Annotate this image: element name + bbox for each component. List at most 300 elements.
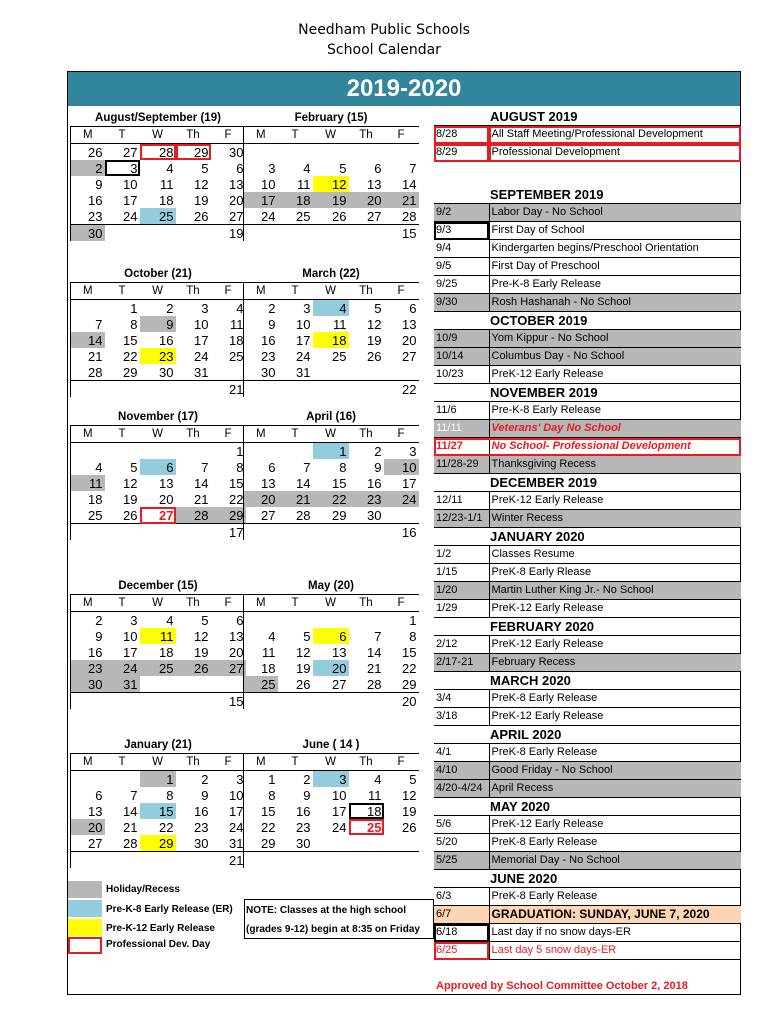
day-cell (313, 364, 349, 381)
month-grid (70, 110, 246, 241)
weekday-header: T (105, 595, 140, 612)
day-cell: 12 (296, 644, 311, 660)
event-row (434, 600, 741, 618)
month-title: February (15) (244, 110, 419, 127)
day-cell (105, 771, 140, 788)
day-cell (211, 364, 246, 381)
event-row (434, 222, 741, 240)
day-cell: 27 (211, 660, 246, 676)
day-cell: 21 (71, 348, 105, 364)
event-text: Memorial Day - No School (489, 852, 741, 870)
weekday-header: M (244, 595, 278, 612)
spacer (434, 162, 741, 187)
event-date: 8/28 (434, 126, 489, 144)
event-month-header: APRIL 2020 (434, 726, 741, 744)
day-cell (244, 693, 278, 710)
day-cell: 14 (123, 803, 138, 819)
day-cell: 13 (229, 628, 244, 644)
day-cell: 10 (123, 176, 138, 192)
event-text: February Recess (489, 654, 741, 672)
day-cell: 4 (166, 160, 174, 176)
day-cell: 28 (176, 507, 211, 524)
day-cell: 15 (211, 693, 246, 710)
weekday-header: Th (349, 426, 384, 443)
event-text: All Staff Meeting/Professional Development (489, 126, 741, 144)
day-cell: 26 (296, 676, 311, 692)
day-cell (244, 225, 278, 242)
month-grid (243, 409, 419, 540)
day-cell: 3 (313, 771, 349, 788)
day-cell: 8 (244, 787, 278, 803)
day-cell: 19 (296, 660, 311, 676)
day-cell (176, 443, 211, 460)
day-cell: 24 (105, 660, 140, 676)
day-cell: 31 (105, 676, 140, 693)
event-text: PreK-12 Early Release (489, 600, 741, 618)
day-cell: 29 (176, 144, 211, 161)
day-cell: 25 (349, 819, 384, 835)
day-cell: 12 (194, 176, 209, 192)
day-cell: 9 (244, 316, 278, 332)
month-grid (70, 266, 246, 397)
day-cell: 13 (229, 176, 244, 192)
day-cell: 15 (229, 475, 244, 491)
day-cell: 24 (332, 819, 347, 835)
event-date: 6/3 (434, 888, 489, 906)
day-cell: 22 (159, 819, 174, 835)
day-cell: 18 (278, 192, 313, 208)
day-cell: 9 (374, 459, 382, 475)
day-cell: 24 (229, 819, 244, 835)
day-cell (313, 144, 349, 161)
day-cell: 11 (368, 787, 382, 803)
day-cell: 4 (244, 628, 278, 644)
holiday-swatch (68, 881, 102, 898)
day-cell (71, 381, 105, 398)
day-cell: 12 (367, 316, 382, 332)
day-cell: 18 (244, 660, 278, 676)
day-cell: 15 (402, 644, 417, 660)
day-cell: 6 (409, 300, 417, 316)
day-cell: 5 (303, 628, 311, 644)
day-cell (313, 524, 349, 541)
day-cell: 17 (332, 803, 347, 819)
day-cell: 11 (333, 316, 347, 332)
weekday-header: W (140, 754, 176, 771)
event-text: PreK-12 Early Release (489, 816, 741, 834)
event-text: Martin Luther King Jr.- No School (489, 582, 741, 600)
day-cell: 4 (166, 612, 174, 628)
day-cell (105, 443, 140, 460)
day-cell: 15 (140, 803, 176, 819)
note-box (244, 899, 434, 939)
day-cell: 16 (159, 332, 174, 348)
day-cell: 10 (123, 628, 138, 644)
event-text: Labor Day - No School (489, 204, 741, 222)
day-cell: 11 (297, 176, 311, 192)
weekday-header: M (71, 127, 105, 144)
event-row (434, 816, 741, 834)
day-cell: 4 (303, 160, 311, 176)
weekday-header: Th (349, 754, 384, 771)
day-cell: 21 (211, 381, 246, 398)
day-cell: 22 (229, 491, 244, 507)
day-cell: 4 (236, 300, 244, 316)
day-cell: 9 (140, 316, 176, 332)
day-cell: 9 (71, 628, 105, 644)
day-cell (278, 381, 313, 398)
event-month-header: MAY 2020 (434, 798, 741, 816)
day-cell (384, 144, 419, 161)
day-cell: 7 (409, 160, 417, 176)
day-cell: 27 (123, 144, 138, 160)
day-cell: 29 (244, 835, 278, 852)
day-cell: 12 (313, 176, 349, 192)
event-row (434, 204, 741, 222)
day-cell: 17 (211, 524, 246, 541)
day-cell: 3 (409, 443, 417, 459)
calendar-title: School Calendar (327, 42, 441, 58)
event-date: 11/6 (434, 402, 489, 420)
day-cell (140, 676, 176, 693)
weekday-header: W (140, 595, 176, 612)
event-date: 4/20-4/24 (434, 780, 489, 798)
day-cell (278, 612, 313, 629)
event-text: Yom Kippur - No School (489, 330, 741, 348)
day-cell (349, 835, 384, 852)
day-cell: 5 (409, 771, 417, 787)
weekday-header: T (278, 754, 313, 771)
day-cell: 30 (367, 507, 382, 523)
day-cell (384, 507, 419, 524)
day-cell: 2 (166, 300, 174, 316)
day-cell (176, 225, 211, 242)
weekday-header: Th (349, 595, 384, 612)
year-banner: 2019-2020 (68, 72, 740, 106)
day-cell: 3 (130, 612, 138, 628)
day-cell: 20 (349, 192, 384, 208)
event-date: 10/14 (434, 348, 489, 366)
weekday-header: F (211, 127, 246, 144)
weekday-header: W (313, 283, 349, 300)
day-cell: 26 (71, 144, 105, 161)
day-cell: 20 (244, 491, 278, 507)
event-row (434, 330, 741, 348)
month-title: November (17) (71, 409, 246, 426)
day-cell: 27 (229, 208, 244, 224)
day-cell (105, 225, 140, 242)
day-cell (105, 381, 140, 398)
day-cell (211, 676, 246, 693)
day-cell: 2 (303, 771, 311, 787)
day-cell: 7 (374, 628, 382, 644)
month-grid (243, 266, 419, 397)
event-month-header: JUNE 2020 (434, 870, 741, 888)
month-title: December (15) (71, 578, 246, 595)
day-cell (140, 381, 176, 398)
day-cell: 15 (123, 332, 138, 348)
day-cell (71, 524, 105, 541)
profdev-swatch (68, 937, 102, 954)
month-title: January (21) (71, 737, 246, 754)
day-cell (384, 364, 419, 381)
day-cell (278, 443, 313, 460)
weekday-header: F (384, 754, 419, 771)
event-text: PreK-12 Early Release (489, 636, 741, 654)
event-date: 9/30 (434, 294, 489, 312)
weekday-header: F (211, 283, 246, 300)
event-text: No School- Professional Development (489, 438, 741, 456)
day-cell: 24 (296, 348, 311, 364)
day-cell: 24 (194, 348, 209, 364)
event-date: 11/27 (434, 438, 489, 456)
day-cell: 2 (71, 612, 105, 629)
day-cell: 20 (313, 660, 349, 676)
event-row (434, 654, 741, 672)
month-title: May (20) (244, 578, 419, 595)
day-cell: 6 (313, 628, 349, 644)
day-cell: 25 (229, 348, 244, 364)
event-row (434, 834, 741, 852)
day-cell: 20 (402, 332, 417, 348)
event-row (434, 144, 741, 162)
day-cell: 27 (402, 348, 417, 364)
day-cell (313, 381, 349, 398)
day-cell: 21 (384, 192, 419, 208)
day-cell: 8 (130, 316, 138, 332)
day-cell: 4 (71, 459, 105, 475)
event-date: 5/20 (434, 834, 489, 852)
event-row (434, 708, 741, 726)
day-cell: 1 (409, 612, 417, 628)
day-cell: 2 (71, 160, 105, 176)
event-date: 4/1 (434, 744, 489, 762)
day-cell (349, 852, 384, 869)
prek12-swatch (68, 919, 102, 936)
event-date: 11/28-29 (434, 456, 489, 474)
event-text: PreK-8 Early Release (489, 690, 741, 708)
day-cell: 14 (194, 475, 209, 491)
month-grid (243, 737, 419, 868)
day-cell: 10 (296, 316, 311, 332)
event-text: Rosh Hashanah - No School (489, 294, 741, 312)
weekday-header: F (211, 595, 246, 612)
weekday-header: W (313, 595, 349, 612)
legend-note-line2: (grades 9-12) begin at 8:35 on Friday (246, 924, 420, 935)
day-cell (244, 381, 278, 398)
day-cell: 6 (374, 160, 382, 176)
event-row (434, 366, 741, 384)
event-row (434, 348, 741, 366)
day-cell: 1 (244, 771, 278, 788)
day-cell: 3 (236, 771, 244, 787)
day-cell: 17 (296, 332, 311, 348)
day-cell: 29 (211, 507, 246, 524)
weekday-header: Th (176, 595, 211, 612)
day-cell: 21 (367, 660, 382, 676)
day-cell: 14 (296, 475, 311, 491)
day-cell: 17 (229, 803, 244, 819)
day-cell: 30 (71, 676, 105, 693)
day-cell: 16 (71, 644, 105, 660)
weekday-header: M (71, 754, 105, 771)
event-date: 10/23 (434, 366, 489, 384)
day-cell (140, 443, 176, 460)
weekday-header: F (384, 127, 419, 144)
day-cell (384, 852, 419, 869)
day-cell (244, 443, 278, 460)
day-cell: 29 (140, 835, 176, 852)
day-cell: 13 (402, 316, 417, 332)
event-row (434, 510, 741, 528)
day-cell: 13 (71, 803, 105, 819)
day-cell: 11 (244, 644, 278, 660)
day-cell: 6 (236, 160, 244, 176)
day-cell (349, 381, 384, 398)
day-cell: 16 (296, 803, 311, 819)
event-text: PreK-8 Early Release (489, 888, 741, 906)
day-cell: 23 (140, 348, 176, 364)
day-cell (140, 524, 176, 541)
day-cell: 3 (201, 300, 209, 316)
month-grid (70, 578, 246, 709)
day-cell: 4 (374, 771, 382, 787)
day-cell: 20 (229, 644, 244, 660)
day-cell: 26 (176, 660, 211, 676)
weekday-header: Th (176, 283, 211, 300)
weekday-header: M (71, 595, 105, 612)
day-cell (71, 300, 105, 317)
event-text: Veterans' Day No School (489, 420, 741, 438)
day-cell: 10 (332, 787, 347, 803)
day-cell (105, 852, 140, 869)
day-cell (140, 225, 176, 242)
month-grid (243, 578, 419, 709)
day-cell: 18 (159, 644, 174, 660)
day-cell: 9 (201, 787, 209, 803)
day-cell: 28 (402, 208, 417, 224)
day-cell (349, 693, 384, 710)
event-row (434, 924, 741, 942)
day-cell: 17 (244, 192, 278, 208)
event-date: 1/20 (434, 582, 489, 600)
day-cell: 24 (244, 208, 278, 225)
weekday-header: Th (349, 283, 384, 300)
day-cell: 24 (123, 208, 138, 224)
day-cell: 6 (236, 612, 244, 628)
event-text: Columbus Day - No School (489, 348, 741, 366)
day-cell: 8 (409, 628, 417, 644)
legend-prek8: Pre-K-8 Early Release (ER) (106, 904, 233, 915)
weekday-header: M (244, 127, 278, 144)
day-cell: 20 (159, 491, 174, 507)
weekday-header: W (313, 754, 349, 771)
month-grid (70, 737, 246, 868)
event-date: 9/3 (434, 222, 489, 240)
weekday-header: M (71, 283, 105, 300)
day-cell (244, 144, 278, 161)
event-month-header: MARCH 2020 (434, 672, 741, 690)
month-title: October (21) (71, 266, 246, 283)
day-cell (105, 524, 140, 541)
day-cell: 2 (244, 300, 278, 317)
day-cell: 16 (71, 192, 105, 208)
day-cell: 28 (71, 364, 105, 381)
event-text: April Recess (489, 780, 741, 798)
legend-holiday: Holiday/Recess (106, 884, 180, 895)
event-month-header: DECEMBER 2019 (434, 474, 741, 492)
day-cell: 3 (244, 160, 278, 176)
day-cell: 27 (244, 507, 278, 524)
event-text: Thanksgiving Recess (489, 456, 741, 474)
day-cell (313, 835, 349, 852)
day-cell: 11 (71, 475, 105, 491)
day-cell: 16 (244, 332, 278, 348)
day-cell (278, 852, 313, 869)
event-date: 6/7 (434, 906, 489, 924)
event-text: PreK-12 Early Release (489, 708, 741, 726)
weekday-header: T (278, 595, 313, 612)
prek8-swatch (68, 900, 102, 917)
event-date: 9/2 (434, 204, 489, 222)
day-cell: 18 (229, 332, 244, 348)
month-grid (70, 409, 246, 540)
day-cell: 12 (123, 475, 138, 491)
day-cell: 25 (140, 660, 176, 676)
event-date: 1/15 (434, 564, 489, 582)
day-cell (71, 852, 105, 869)
day-cell (176, 693, 211, 710)
event-month-header: OCTOBER 2019 (434, 312, 741, 330)
day-cell: 19 (194, 644, 209, 660)
day-cell: 6 (140, 459, 176, 475)
day-cell: 9 (71, 176, 105, 192)
day-cell: 10 (384, 459, 419, 475)
event-date: 9/25 (434, 276, 489, 294)
day-cell: 26 (402, 819, 417, 835)
event-text: PreK-8 Early Rlease (489, 564, 741, 582)
school-name: Needham Public Schools (298, 22, 470, 38)
day-cell (176, 524, 211, 541)
event-row (434, 690, 741, 708)
weekday-header: W (140, 426, 176, 443)
day-cell (140, 852, 176, 869)
day-cell: 29 (402, 676, 417, 692)
day-cell: 22 (384, 381, 419, 398)
weekday-header: F (211, 754, 246, 771)
day-cell: 15 (244, 803, 278, 819)
day-cell: 25 (332, 348, 347, 364)
event-row (434, 762, 741, 780)
day-cell: 24 (384, 491, 419, 507)
weekday-header: M (244, 754, 278, 771)
event-row (434, 276, 741, 294)
day-cell (244, 524, 278, 541)
event-date: 11/11 (434, 420, 489, 438)
day-cell: 8 (166, 787, 174, 803)
event-date: 2/12 (434, 636, 489, 654)
day-cell: 21 (278, 491, 313, 507)
day-cell (384, 835, 419, 852)
event-date: 5/6 (434, 816, 489, 834)
day-cell: 18 (313, 332, 349, 348)
day-cell: 4 (313, 300, 349, 317)
weekday-header: T (105, 426, 140, 443)
day-cell: 6 (244, 459, 278, 475)
day-cell: 28 (140, 144, 176, 161)
day-cell: 5 (201, 160, 209, 176)
event-date: 12/11 (434, 492, 489, 510)
